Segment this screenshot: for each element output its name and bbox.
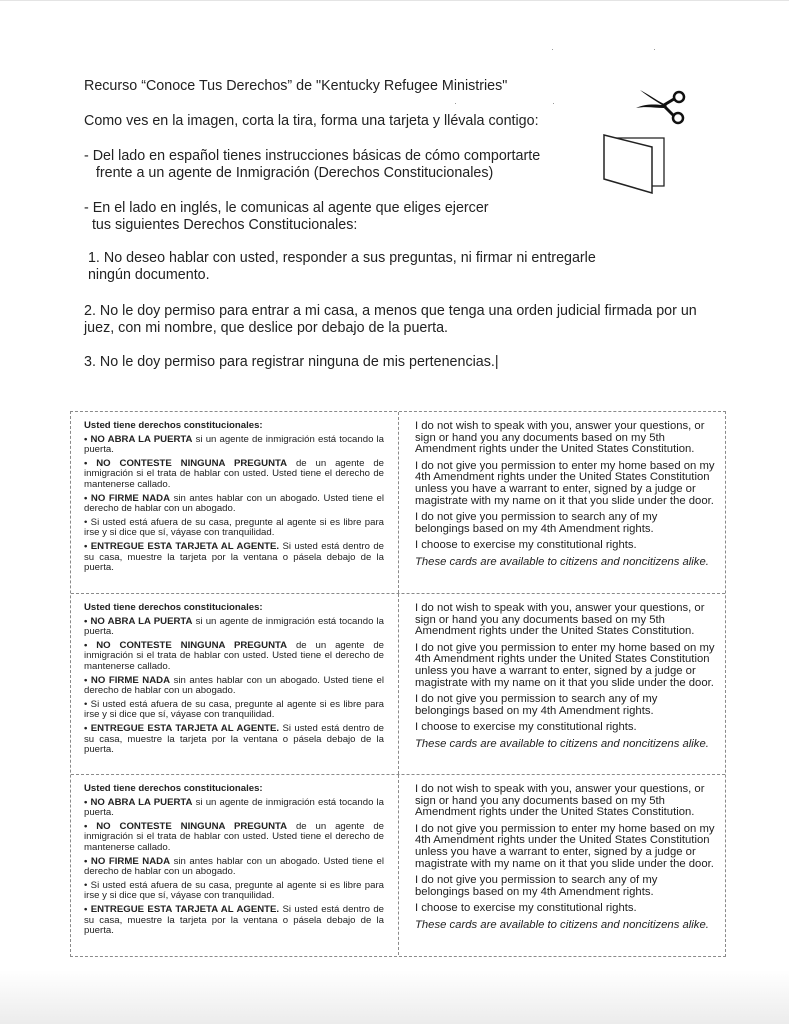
card-spanish-side: [71, 775, 399, 955]
spanish-side-line1: - Del lado en español tienes instrucciones básicas de cómo comportarte: [84, 148, 541, 164]
english-side-line2: tus siguientes Derechos Constitucionales:: [84, 217, 358, 233]
card-item-no-firme: • NO FIRME NADA sin antes hablar con un abogado. Usted tiene el derecho de hablar con un abogado.: [84, 855, 384, 878]
scan-speck: [552, 49, 553, 50]
right-1-line1: 1. No deseo hablar con usted, responder a sus preguntas, ni firmar ni entregarle: [84, 250, 596, 266]
scan-speck: [654, 49, 655, 50]
card-item-no-abra: • NO ABRA LA PUERTA si un agente de inmigración está tocando la puerta.: [84, 615, 385, 638]
page-bottom-shadow: [0, 970, 789, 1024]
english-side-line1: - En el lado en inglés, le comunicas al agente que eliges ejercer: [84, 200, 489, 216]
scan-speck: [455, 103, 456, 104]
card-item-no-conteste: • NO CONTESTE NINGUNA PREGUNTA de un agente de inmigración si el trata de hablar con usted. Usted tiene el derecho de mantenerse callado.: [84, 457, 384, 490]
card-item-no-conteste: • NO CONTESTE NINGUNA PREGUNTA de un agente de inmigración si el trata de hablar con usted. Usted tiene el derecho de mantenerse callado.: [84, 820, 384, 853]
card-spanish-side: [71, 412, 399, 593]
card-item-no-firme: • NO FIRME NADA sin antes hablar con un abogado. Usted tiene el derecho de hablar con un abogado.: [84, 674, 384, 697]
card-para-exercise: I choose to exercise my constitutional rights.: [415, 539, 637, 552]
folded-card-icon: [602, 133, 666, 195]
text-cursor: |: [494, 354, 499, 370]
card-spanish-side: [71, 594, 399, 774]
instruction-line: Como ves en la imagen, corta la tira, forma una tarjeta y llévala contigo:: [84, 113, 539, 129]
card-para-5th-amendment: I do not wish to speak with you, answer your questions, or sign or hand you any documents based on my 5th Amendment rights under the United States Constitution.: [415, 783, 705, 819]
card-item-afuera: • Si usted está afuera de su casa, pregunte al agente si es libre para irse y si dice que sí, váyase con tranquilidad.: [84, 516, 384, 539]
card-para-enter-home: I do not give you permission to enter my home based on my 4th Amendment rights under the United States Constitution unless you have a warrant to enter, signed by a judge or magistrate with my name on it that you slide under the door.: [415, 822, 715, 870]
card-para-exercise: I choose to exercise my constitutional rights.: [415, 902, 637, 915]
scan-speck: [553, 103, 554, 104]
card-item-afuera: • Si usted está afuera de su casa, pregunte al agente si es libre para irse y si dice que sí, váyase con tranquilidad.: [84, 698, 384, 721]
card-item-no-abra: • NO ABRA LA PUERTA si un agente de inmigración está tocando la puerta.: [84, 433, 385, 456]
card-item-afuera: • Si usted está afuera de su casa, pregunte al agente si es libre para irse y si dice que sí, váyase con tranquilidad.: [84, 879, 384, 902]
card-item-entregue: • ENTREGUE ESTA TARJETA AL AGENTE. Si usted está dentro de su casa, muestre la tarjeta por la ventana o pásela debajo de la puerta.: [84, 722, 384, 756]
top-edge-line: [0, 0, 789, 1]
right-1-line2: ningún documento.: [84, 267, 210, 283]
card-english-side: [399, 775, 725, 955]
card-item-entregue: • ENTREGUE ESTA TARJETA AL AGENTE. Si usted está dentro de su casa, muestre la tarjeta por la ventana o pásela debajo de la puerta.: [84, 540, 384, 574]
rights-card: [71, 593, 725, 774]
card-english-side: [399, 412, 725, 593]
card-item-no-conteste: • NO CONTESTE NINGUNA PREGUNTA de un agente de inmigración si el trata de hablar con usted. Usted tiene el derecho de mantenerse callado.: [84, 639, 384, 672]
cut-out-cards-sheet: [70, 411, 726, 957]
card-heading: Usted tiene derechos constitucionales:: [84, 420, 263, 431]
spanish-side-line2: frente a un agente de Inmigración (Derechos Constitucionales): [84, 165, 494, 181]
right-2-line1: 2. No le doy permiso para entrar a mi casa, a menos que tenga una orden judicial firmada por un: [84, 303, 697, 319]
card-footnote: These cards are available to citizens and noncitizens alike.: [415, 737, 709, 750]
card-footnote: These cards are available to citizens and noncitizens alike.: [415, 918, 709, 931]
card-item-entregue: • ENTREGUE ESTA TARJETA AL AGENTE. Si usted está dentro de su casa, muestre la tarjeta por la ventana o pásela debajo de la puerta.: [84, 903, 384, 937]
right-3-text[interactable]: 3. No le doy permiso para registrar ninguna de mis pertenencias.|: [84, 354, 499, 370]
card-para-enter-home: I do not give you permission to enter my home based on my 4th Amendment rights under the United States Constitution unless you have a warrant to enter, signed by a judge or magistrate with my name on it that you slide under the door.: [415, 459, 715, 507]
card-item-no-firme: • NO FIRME NADA sin antes hablar con un abogado. Usted tiene el derecho de hablar con un abogado.: [84, 492, 384, 515]
card-para-5th-amendment: I do not wish to speak with you, answer your questions, or sign or hand you any documents based on my 5th Amendment rights under the United States Constitution.: [415, 420, 705, 456]
card-footnote: These cards are available to citizens and noncitizens alike.: [415, 555, 709, 568]
card-heading: Usted tiene derechos constitucionales:: [84, 602, 263, 613]
right-2-line2: juez, con mi nombre, que deslice por debajo de la puerta.: [84, 320, 448, 336]
card-para-search: I do not give you permission to search any of my belongings based on my 4th Amendment rights.: [415, 511, 658, 535]
scissors-icon: [634, 86, 688, 126]
card-heading: Usted tiene derechos constitucionales:: [84, 783, 263, 794]
rights-card: [71, 774, 725, 955]
card-para-5th-amendment: I do not wish to speak with you, answer your questions, or sign or hand you any documents based on my 5th Amendment rights under the United States Constitution.: [415, 602, 705, 638]
card-para-search: I do not give you permission to search any of my belongings based on my 4th Amendment rights.: [415, 693, 658, 717]
card-para-exercise: I choose to exercise my constitutional rights.: [415, 721, 637, 734]
card-para-search: I do not give you permission to search any of my belongings based on my 4th Amendment rights.: [415, 874, 658, 898]
card-para-enter-home: I do not give you permission to enter my home based on my 4th Amendment rights under the United States Constitution unless you have a warrant to enter, signed by a judge or magistrate with my name on it that you slide under the door.: [415, 641, 715, 689]
document-title: Recurso “Conoce Tus Derechos” de "Kentucky Refugee Ministries": [84, 78, 508, 94]
card-item-no-abra: • NO ABRA LA PUERTA si un agente de inmigración está tocando la puerta.: [84, 796, 385, 819]
card-english-side: [399, 594, 725, 774]
rights-card: [71, 412, 725, 593]
